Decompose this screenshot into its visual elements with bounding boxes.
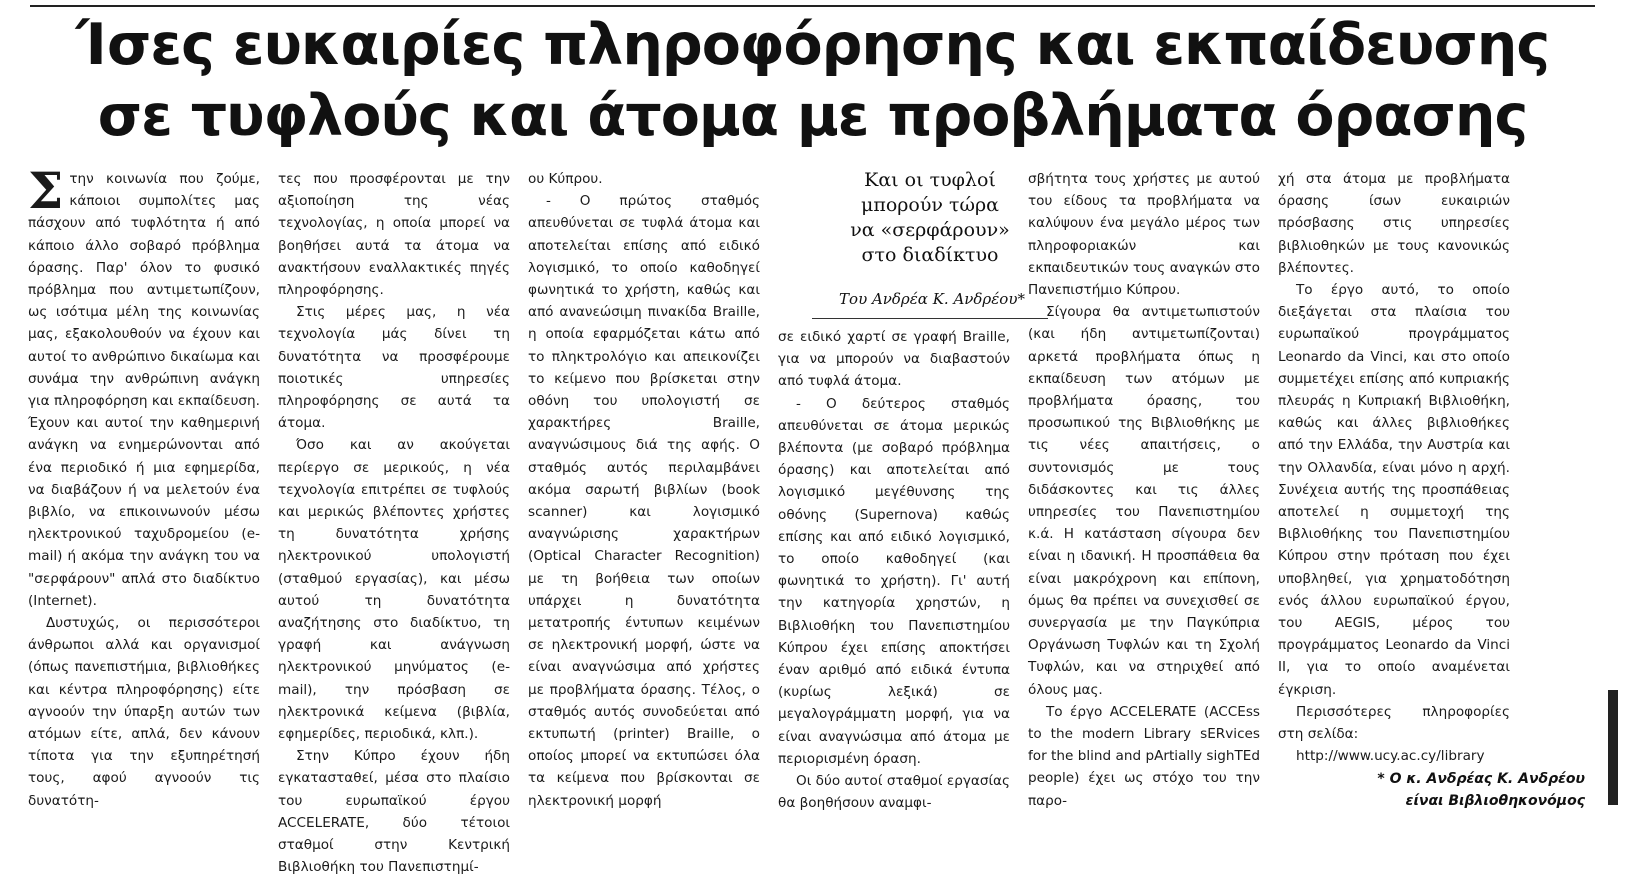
- top-rule: [30, 5, 1595, 7]
- column-2-paragraph-3: Όσο και αν ακούγεται περίεργο σε μερικούς, η νέα τεχνολογία επιτρέπει σε τυφλούς και μερικώς βλέποντες χρήστες τη δυνατότητα χρήσης ηλεκτρονικού υπολογιστή (σταθμού εργασίας), και μέσω αυτού τη δυνατότητα αναζήτησης στο διαδίκτυο, τη γραφή και ανάγνωση ηλεκτρονικού μηνύματος (e-mail), την πρόσβαση σε ηλεκτρονικά κείμενα (βιβλία, εφημερίδες, περιοδικά, κλπ.).: [278, 437, 510, 743]
- column-1-paragraph-2: Δυστυχώς, οι περισσότεροι άνθρωποι αλλά και οργανισμοί (όπως πανεπιστήμια, βιβλιοθήκες και κέντρα πληροφόρησης) είτε αγνοούν την ύπαρξη αυτών των ατόμων είτε, απλά, δεν κάνουν τίποτα για την εξυπηρέτησή τους, αφού αγνοούν τις δυνατότη-: [28, 615, 260, 809]
- column-6: [1278, 168, 1510, 767]
- headline-line-1: Ίσες ευκαιρίες πληροφόρησης και εκπαίδευσης: [75, 12, 1550, 78]
- column-6-paragraph-3: Περισσότερες πληροφορίες στη σελίδα:: [1278, 703, 1510, 743]
- sidebar-box-line-1: Και οι τυφλοί: [864, 169, 996, 191]
- column-1-paragraph-1: Στην κοινωνία που ζούμε, κάποιοι συμπολίτες μας πάσχουν από τυφλότητα ή από κάποιο άλλο σοβαρό πρόβλημα όρασης. Παρ' όλον το φυσικό πρόβλημα που αντιμετωπίζουν, ως ισότιμα μέλη της κοινωνίας μας, εξακολουθούν να έχουν και αυτοί το ανθρώπινο δικαίωμα και συνάμα την ανθρώπινη ανάγκη για πληροφόρηση και εκπαίδευση. Έχουν και αυτοί την καθημερινή ανάγκη να ενημερώνονται από ένα περιοδικό ή μια εφημερίδα, να διαβάζουν ή να μελετούν ένα βιβλίο, να επικοινωνούν μέσω ηλεκτρονικού ταχυδρομείου (e-mail) ή ακόμα την ανάγκη του να "σερφάρουν" απλά στο διαδίκτυο (Internet).: [28, 161, 260, 609]
- column-5-paragraph-1: σβήτητα τους χρήστες με αυτού του είδους τα προβλήματα να καλύψουν ένα μεγάλο μέρος των πληροφοριακών και εκπαιδευτικών τους αναγκών στο Πανεπιστήμιο Κύπρου.: [1028, 171, 1260, 299]
- author-note-line-1: * Ο κ. Ανδρέας Κ. Ανδρέου: [1377, 771, 1585, 787]
- scan-edge-mark: [1608, 690, 1618, 805]
- drop-cap: Σ: [28, 161, 64, 220]
- column-4-paragraph-1: σε ειδικό χαρτί σε γραφή Braille, για να μπορούν να διαβαστούν από τυφλά άτομα.: [778, 329, 1010, 390]
- byline-rule: [812, 318, 1048, 319]
- headline-line-2: σε τυφλούς και άτομα με προβλήματα όρασης: [97, 83, 1528, 149]
- column-3: [528, 168, 760, 812]
- column-3-paragraph-1: ου Κύπρου.: [528, 171, 603, 187]
- column-2: [278, 168, 510, 879]
- column-6-paragraph-2: Το έργο αυτό, το οποίο διεξάγεται στα πλαίσια του ευρωπαϊκού προγράμματος Leonardo da Vinci, και στο οποίο συμμετέχει επίσης από κυπριακής πλευράς η Κυπριακή Βιβλιοθήκη, καθώς και άλλες βιβλιοθήκες από την Ελλάδα, την Αυστρία και την Ολλανδία, είναι μόνο η αρχή. Συνέχεια αυτής της προσπάθειας αποτελεί η συμμετοχή της Βιβλιοθήκης του Πανεπιστημίου Κύπρου στην πρόταση που έχει υποβληθεί, για χρηματοδότηση ενός άλλου ευρωπαϊκού έργου, του AEGIS, μέρος του προγράμματος Leonardo da Vinci II, για το οποίο αναμένεται έγκριση.: [1278, 282, 1510, 698]
- headline: [20, 10, 1605, 152]
- column-1: [28, 161, 260, 812]
- column-5-paragraph-2: Σίγουρα θα αντιμετωπιστούν (και ήδη αντιμετωπίζονται) αρκετά προβλήματα όπως η εκπαίδευση των ατόμων με προβλήματα όρασης, του προσωπικού της Βιβλιοθήκης με τις νέες απαιτήσεις, ο συντονισμός με τους διδάσκοντες και τις άλλες υπηρεσίες του Πανεπιστημίου κ.ά. Η κατάσταση σίγουρα δεν είναι η ιδανική. Η προσπάθεια θα είναι μακρόχρονη και επίπονη, όμως θα πρέπει να συνεχισθεί σε συνεργασία με την Παγκύπρια Οργάνωση Τυφλών και τη Σχολή Τυφλών, και να στηριχθεί από όλους μας.: [1028, 304, 1260, 698]
- sidebar-box-line-4: στο διαδίκτυο: [861, 244, 999, 266]
- column-2-paragraph-2: Στις μέρες μας, η νέα τεχνολογία μάς δίνει τη δυνατότητα να προσφέρουμε ποιοτικές υπηρεσίες πληροφόρησης σε αυτά τα άτομα.: [278, 304, 510, 432]
- column-4-paragraph-2: - Ο δεύτερος σταθμός απευθύνεται σε άτομα μερικώς βλέποντα (με σοβαρό πρόβλημα όρασης) και αποτελείται από λογισμικό μεγέθυνσης της οθόνης (Supernova) καθώς επίσης και από ειδικό λογισμικό, το οποίο καθοδηγεί (και φωνητικά το χρήστη). Γι' αυτή την κατηγορία χρηστών, η Βιβλιοθήκη του Πανεπιστημίου Κύπρου έχει επίσης αποκτήσει έναν αριθμό από ειδικά έντυπα (κυρίως λεξικά) σε μεγαλογράμματη μορφή, για να είναι αναγνώσιμα από άτομα με περιορισμένη όραση.: [778, 395, 1010, 767]
- author-note: [1295, 768, 1585, 812]
- column-4: [778, 326, 1010, 814]
- column-5-paragraph-3: Το έργο ACCELERATE (ACCEss to the modern Library sERvices for the blind and pArtially sighTEd people) έχει ως στόχο του την παρο-: [1028, 703, 1260, 809]
- byline: Του Ανδρέα Κ. Ανδρέου*: [839, 290, 1025, 308]
- column-5: [1028, 168, 1260, 812]
- column-3-paragraph-2: - Ο πρώτος σταθμός απευθύνεται σε τυφλά άτομα και αποτελείται επίσης από ειδικό λογισμικό, το οποίο καθοδηγεί φωνητικά το χρήστη, καθώς και από ανανεώσιμη πινακίδα Braille, η οποία εφαρμόζεται κάτω από το πληκτρολόγιο και απεικονίζει το κείμενο που βρίσκεται στην οθόνη του υπολογιστή σε χαρακτήρες Braille, αναγνώσιμους διά της αφής. Ο σταθμός αυτός περιλαμβάνει ακόμα σαρωτή βιβλίων (book scanner) και λογισμικό αναγνώρισης χαρακτήρων (Optical Character Recognition) με τη βοήθεια των οποίων υπάρχει η δυνατότητα μετατροπής έντυπων κειμένων σε ηλεκτρονική μορφή, ώστε να είναι αναγνώσιμα από χρήστες με προβλήματα όρασης. Τέλος, ο σταθμός αυτός συνοδεύεται από εκτυπωτή (printer) Braille, ο οποίος μπορεί να εκτυπώσει όλα τα κείμενα που βρίσκονται σε ηλεκτρονική μορφή: [528, 193, 760, 809]
- author-note-line-2: είναι Βιβλιοθηκονόμος: [1405, 793, 1585, 809]
- column-6-paragraph-1: χή στα άτομα με προβλήματα όρασης ίσων ευκαιριών πρόσβασης στις υπηρεσίες βιβλιοθηκών με τους κανονικώς βλέποντες.: [1278, 171, 1510, 276]
- sidebar-box-line-3: να «σερφάρουν»: [850, 219, 1010, 241]
- column-4-paragraph-3: Οι δύο αυτοί σταθμοί εργασίας θα βοηθήσουν αναμφι-: [778, 773, 1010, 812]
- column-2-paragraph-1: τες που προσφέρονται με την αξιοποίηση της νέας τεχνολογίας, η οποία μπορεί να βοηθήσει αυτά τα άτομα να ανακτήσουν εναλλακτικές πηγές πληροφόρησης.: [278, 171, 510, 299]
- sidebar-box-line-2: μπορούν τώρα: [860, 194, 1000, 216]
- column-2-paragraph-4: Στην Κύπρο έχουν ήδη εγκατασταθεί, μέσα στο πλαίσιο του ευρωπαϊκού έργου ACCELERATE, δύο τέτοιοι σταθμοί στην Κεντρική Βιβλιοθήκη του Πανεπιστημί-: [278, 748, 510, 876]
- library-url[interactable]: http://www.ucy.ac.cy/library: [1296, 748, 1485, 765]
- sidebar-box: [815, 168, 1045, 268]
